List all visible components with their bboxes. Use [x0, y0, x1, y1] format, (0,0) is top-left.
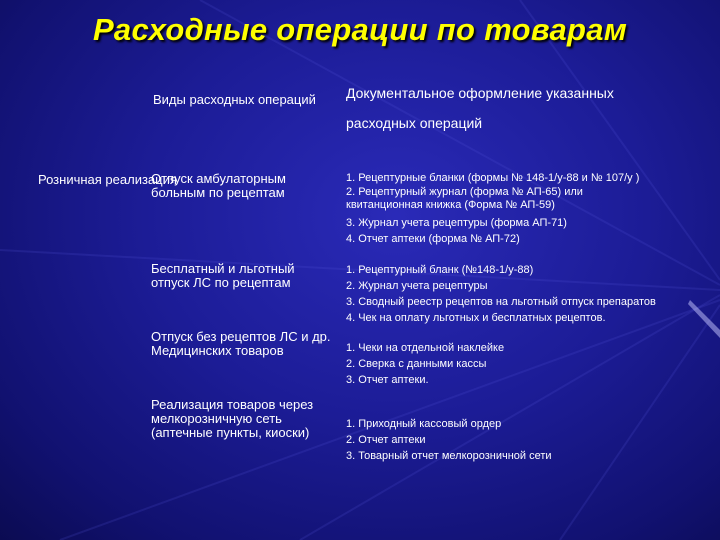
document-item: 3. Журнал учета рецептуры (форма АП-71)	[346, 217, 567, 229]
document-item: 2. Рецептурный журнал (форма № АП-65) или квитанционная книжка (Форма № АП-59)	[346, 186, 583, 211]
slide-title: Расходные операции по товарам	[92, 12, 628, 47]
operation-label: Отпуск амбулаторным больным по рецептам	[151, 171, 286, 200]
documents-list	[346, 170, 696, 247]
document-item: 4. Чек на оплату льготных и бесплатных рецептов.	[346, 312, 606, 324]
document-item: 3. Отчет аптеки.	[346, 374, 429, 386]
documents-list	[346, 262, 696, 326]
documents-list	[346, 340, 696, 388]
document-item: 3. Товарный отчет мелкорозничной сети	[346, 450, 552, 462]
document-item: 1. Приходный кассовый ордер	[346, 418, 502, 430]
document-item: 2. Сверка с данными кассы	[346, 358, 487, 370]
document-item: 1. Чеки на отдельной наклейке	[346, 342, 505, 354]
document-item: 4. Отчет аптеки (форма № АП-72)	[346, 233, 520, 245]
document-item: 1. Рецептурные бланки (формы № 148-1/у-88 и № 107/у )	[346, 172, 640, 184]
operation-label: Реализация товаров через мелкорозничную сеть (аптечные пункты, киоски)	[151, 397, 314, 440]
document-item: 1. Рецептурный бланк (№148-1/у-88)	[346, 264, 534, 276]
documents-list	[346, 416, 696, 464]
document-item: 2. Отчет аптеки	[346, 434, 426, 446]
document-item: 3. Сводный реестр рецептов на льготный отпуск препаратов	[346, 296, 656, 308]
document-item: 2. Журнал учета рецептуры	[346, 280, 488, 292]
operation-label: Бесплатный и льготный отпуск ЛС по рецептам	[151, 261, 295, 290]
category-label: Розничная реализация	[38, 172, 177, 187]
operation-label: Отпуск без рецептов ЛС и др. Медицинских товаров	[151, 329, 331, 358]
documentation-header: Документальное оформление указанных расходных операций	[346, 85, 614, 131]
operation-types-header: Виды расходных операций	[153, 92, 316, 107]
